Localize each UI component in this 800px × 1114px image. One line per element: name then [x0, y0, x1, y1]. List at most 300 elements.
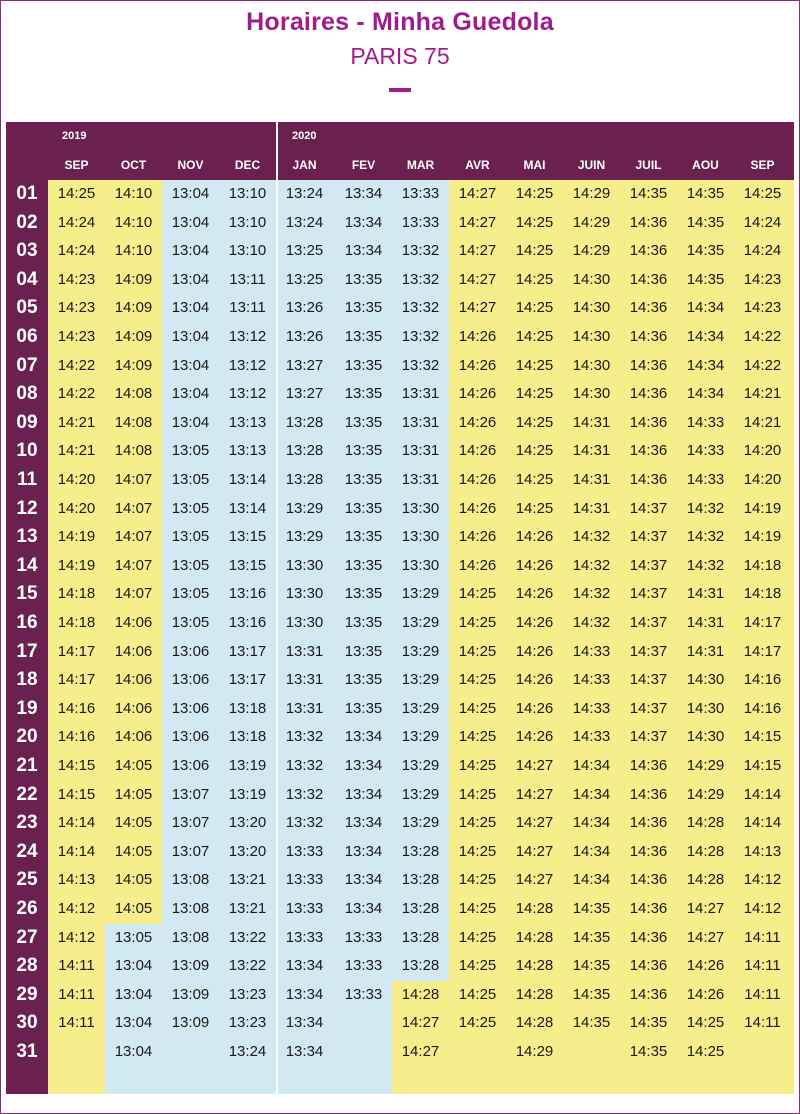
time-cell: 14:27	[515, 785, 554, 803]
time-cell: 14:07	[114, 556, 153, 574]
time-cell: 14:26	[458, 413, 497, 431]
day-label: 11	[16, 469, 38, 490]
time-cell: 13:31	[401, 471, 440, 488]
day-label: 02	[16, 211, 38, 233]
time-cell: 13:35	[344, 385, 383, 403]
time-cell: 14:12	[57, 900, 96, 917]
time-cell: 13:35	[344, 356, 383, 374]
time-cell: 13:05	[171, 585, 210, 603]
time-cell: 14:36	[629, 328, 668, 345]
time-cell: 14:06	[114, 642, 153, 660]
time-cell: 14:31	[686, 614, 725, 631]
day-label: 08	[16, 383, 38, 405]
time-cell: 14:19	[57, 556, 96, 574]
time-cell: 13:34	[344, 757, 383, 774]
time-cell: 14:36	[629, 985, 668, 1003]
day-label: 16	[16, 612, 38, 633]
time-cell: 14:17	[57, 642, 96, 660]
time-cell: 14:37	[629, 528, 668, 546]
time-cell: 14:32	[572, 528, 611, 546]
time-cell: 13:28	[401, 957, 440, 975]
time-cell: 13:04	[114, 1043, 153, 1060]
time-cell: 14:11	[58, 985, 95, 1003]
day-label: 20	[16, 726, 38, 748]
time-cell: 13:04	[114, 985, 153, 1003]
time-cell: 13:12	[228, 328, 267, 345]
time-cell: 13:13	[228, 413, 267, 431]
time-cell: 13:24	[285, 213, 324, 231]
time-cell: 14:27	[515, 814, 554, 832]
time-cell: 14:17	[57, 671, 96, 689]
time-cell: 14:05	[114, 900, 153, 917]
month-header: MAI	[523, 158, 546, 172]
time-cell: 14:26	[515, 585, 554, 603]
time-cell: 14:37	[629, 614, 668, 631]
time-cell: 13:18	[228, 728, 267, 746]
time-cell: 14:07	[114, 528, 153, 546]
time-cell: 14:15	[743, 757, 782, 774]
time-cell: 13:34	[344, 728, 383, 746]
time-cell: 14:24	[57, 242, 96, 260]
time-cell: 13:34	[344, 185, 383, 202]
time-cell: 14:16	[57, 728, 96, 746]
month-header: JUIL	[635, 158, 662, 172]
time-cell: 14:28	[515, 1014, 554, 1032]
time-cell: 13:31	[401, 442, 440, 460]
time-cell: 14:29	[686, 785, 725, 803]
time-cell: 14:26	[515, 699, 554, 717]
time-cell: 14:36	[629, 757, 668, 774]
time-cell: 14:08	[114, 442, 153, 460]
time-cell: 14:26	[458, 499, 497, 517]
time-cell: 14:36	[629, 385, 668, 403]
time-cell: 13:20	[228, 814, 267, 832]
time-cell: 14:25	[686, 1014, 725, 1032]
time-cell: 14:33	[686, 413, 725, 431]
day-label: 07	[16, 354, 38, 376]
time-cell: 14:23	[743, 270, 782, 288]
time-cell: 13:11	[229, 270, 266, 288]
time-cell: 14:29	[686, 757, 725, 774]
day-label: 05	[16, 297, 38, 319]
time-cell: 14:27	[515, 757, 554, 774]
time-cell: 13:07	[171, 785, 210, 803]
time-cell: 13:21	[228, 900, 267, 917]
time-cell: 14:28	[686, 842, 725, 860]
time-cell: 14:24	[743, 242, 782, 260]
day-label: 24	[16, 840, 38, 862]
time-cell: 13:29	[401, 642, 440, 660]
time-cell: 13:06	[171, 757, 210, 774]
time-cell: 13:32	[285, 785, 324, 803]
time-cell: 14:26	[458, 442, 497, 460]
time-cell: 14:34	[686, 385, 725, 403]
month-header: AVR	[465, 158, 490, 172]
time-cell: 13:29	[285, 499, 324, 517]
time-cell: 14:25	[458, 671, 497, 689]
time-cell: 13:34	[344, 242, 383, 260]
time-cell: 14:10	[114, 185, 153, 202]
time-cell: 13:10	[228, 242, 267, 260]
time-cell: 13:32	[285, 728, 324, 746]
time-cell: 14:15	[57, 757, 96, 774]
time-cell: 14:25	[515, 385, 554, 403]
time-cell: 14:32	[572, 614, 611, 631]
time-cell: 14:16	[743, 699, 782, 717]
time-cell: 14:21	[743, 413, 782, 431]
time-cell: 14:28	[686, 814, 725, 832]
time-cell: 14:36	[629, 242, 668, 260]
time-cell: 13:33	[401, 213, 440, 231]
day-label: 22	[16, 783, 38, 805]
time-cell: 14:36	[629, 299, 668, 317]
time-cell: 14:31	[572, 413, 611, 431]
time-cell: 14:25	[57, 185, 96, 202]
time-cell: 13:12	[228, 385, 267, 403]
time-cell: 14:25	[458, 814, 497, 832]
time-cell: 14:06	[114, 728, 153, 746]
time-cell: 14:25	[515, 471, 554, 488]
time-cell: 14:33	[572, 671, 611, 689]
time-cell: 13:29	[401, 757, 440, 774]
time-cell: 13:09	[171, 957, 210, 975]
time-cell: 14:28	[401, 985, 440, 1003]
time-cell: 14:22	[743, 356, 782, 374]
time-cell: 14:28	[515, 928, 554, 946]
time-cell: 14:05	[114, 785, 153, 803]
time-cell: 14:36	[629, 471, 668, 488]
time-cell: 14:36	[629, 413, 668, 431]
day-label: 29	[16, 983, 38, 1005]
time-cell: 13:05	[114, 928, 153, 946]
day-label: 18	[16, 669, 38, 691]
time-cell: 14:17	[743, 614, 782, 631]
day-label: 14	[16, 554, 38, 576]
time-cell: 13:31	[401, 413, 440, 431]
time-cell: 14:35	[572, 985, 611, 1003]
time-cell: 13:23	[228, 985, 267, 1003]
time-cell: 14:35	[629, 1014, 668, 1032]
time-cell: 14:09	[114, 270, 153, 288]
time-cell: 14:26	[515, 556, 554, 574]
month-header: JUIN	[577, 158, 606, 172]
time-cell: 14:36	[629, 928, 668, 946]
time-cell: 13:10	[228, 213, 267, 231]
time-cell: 14:15	[57, 785, 96, 803]
month-header: FEV	[351, 158, 376, 172]
time-cell: 13:04	[114, 957, 153, 975]
time-cell: 13:05	[171, 556, 210, 574]
time-cell: 13:29	[401, 814, 440, 832]
time-cell: 14:34	[572, 785, 611, 803]
time-cell: 14:07	[114, 471, 153, 488]
time-cell: 14:23	[57, 328, 96, 345]
time-cell: 13:25	[285, 242, 324, 260]
time-cell: 13:23	[228, 1014, 267, 1032]
time-cell: 14:13	[57, 871, 96, 889]
time-cell: 14:36	[629, 442, 668, 460]
time-cell: 13:11	[229, 299, 266, 317]
time-cell: 14:05	[114, 842, 153, 860]
time-cell: 13:28	[401, 928, 440, 946]
time-cell: 13:32	[401, 242, 440, 260]
time-cell: 13:35	[344, 699, 383, 717]
time-cell: 13:28	[285, 471, 324, 488]
time-cell: 14:36	[629, 900, 668, 917]
time-cell: 13:04	[171, 356, 210, 374]
time-cell: 14:11	[744, 985, 781, 1003]
time-cell: 14:25	[515, 442, 554, 460]
time-cell: 13:13	[228, 442, 267, 460]
time-cell: 14:25	[458, 871, 497, 889]
time-cell: 14:09	[114, 299, 153, 317]
time-cell: 14:25	[686, 1043, 725, 1060]
time-cell: 13:05	[171, 471, 210, 488]
time-cell: 14:08	[114, 413, 153, 431]
time-cell: 13:10	[228, 185, 267, 202]
time-cell: 14:37	[629, 585, 668, 603]
time-cell: 13:06	[171, 671, 210, 689]
time-cell: 14:27	[686, 928, 725, 946]
time-cell: 14:32	[686, 556, 725, 574]
time-cell: 14:28	[515, 985, 554, 1003]
time-cell: 14:30	[572, 385, 611, 403]
time-cell: 13:05	[171, 528, 210, 546]
time-cell: 14:12	[57, 928, 96, 946]
time-cell: 13:33	[285, 900, 324, 917]
time-cell: 14:09	[114, 356, 153, 374]
time-cell: 13:32	[401, 356, 440, 374]
time-cell: 14:30	[572, 328, 611, 345]
time-cell: 14:18	[743, 585, 782, 603]
time-cell: 13:33	[344, 928, 383, 946]
time-cell: 14:26	[458, 528, 497, 546]
time-cell: 14:35	[686, 213, 725, 231]
day-label: 01	[16, 183, 38, 204]
time-cell: 13:29	[401, 728, 440, 746]
time-cell: 13:04	[171, 299, 210, 317]
time-cell: 14:22	[57, 356, 96, 374]
time-cell: 13:29	[401, 614, 440, 631]
time-cell: 13:35	[344, 499, 383, 517]
time-cell: 14:26	[686, 957, 725, 975]
time-cell: 14:26	[515, 728, 554, 746]
time-cell: 14:27	[686, 900, 725, 917]
time-cell: 14:26	[515, 528, 554, 546]
time-cell: 14:26	[515, 614, 554, 631]
time-cell: 14:21	[57, 413, 96, 431]
time-cell: 14:19	[57, 528, 96, 546]
time-cell: 14:11	[58, 1014, 95, 1032]
time-cell: 14:26	[458, 471, 497, 488]
time-cell: 13:34	[344, 842, 383, 860]
time-cell: 13:28	[285, 413, 324, 431]
time-cell: 13:15	[228, 528, 267, 546]
time-cell: 14:26	[686, 985, 725, 1003]
time-cell: 14:31	[686, 585, 725, 603]
time-cell: 14:26	[515, 671, 554, 689]
time-cell: 13:06	[171, 642, 210, 660]
time-cell: 13:19	[228, 785, 267, 803]
time-cell: 14:12	[743, 871, 782, 889]
time-cell: 13:35	[344, 270, 383, 288]
time-cell: 13:12	[228, 356, 267, 374]
time-cell: 14:33	[686, 471, 725, 488]
time-cell: 13:35	[344, 614, 383, 631]
time-cell: 14:25	[515, 299, 554, 317]
time-cell: 14:35	[572, 928, 611, 946]
time-cell: 14:20	[743, 442, 782, 460]
time-cell: 13:28	[401, 900, 440, 917]
time-cell: 14:26	[458, 328, 497, 345]
time-cell: 14:27	[458, 213, 497, 231]
time-cell: 13:25	[285, 270, 324, 288]
time-cell: 13:26	[285, 328, 324, 345]
time-cell: 14:25	[458, 900, 497, 917]
time-cell: 14:28	[686, 871, 725, 889]
time-cell: 14:21	[743, 385, 782, 403]
time-cell: 14:13	[743, 842, 782, 860]
time-cell: 14:35	[629, 1043, 668, 1060]
time-cell: 13:17	[228, 642, 267, 660]
time-cell: 13:35	[344, 413, 383, 431]
time-cell: 14:36	[629, 842, 668, 860]
time-cell: 14:06	[114, 699, 153, 717]
time-cell: 13:24	[228, 1043, 267, 1060]
time-cell: 13:19	[228, 757, 267, 774]
time-cell: 14:29	[572, 213, 611, 231]
day-label: 21	[16, 755, 38, 776]
time-cell: 13:34	[344, 213, 383, 231]
day-label: 27	[16, 926, 38, 948]
time-cell: 13:08	[171, 871, 210, 889]
time-cell: 13:32	[401, 299, 440, 317]
time-cell: 14:33	[572, 699, 611, 717]
time-cell: 14:34	[572, 871, 611, 889]
time-cell: 14:37	[629, 699, 668, 717]
time-cell: 13:29	[401, 671, 440, 689]
time-cell: 13:30	[401, 528, 440, 546]
time-cell: 14:14	[743, 785, 782, 803]
time-cell: 13:35	[344, 585, 383, 603]
time-cell: 13:06	[171, 728, 210, 746]
time-cell: 14:25	[458, 728, 497, 746]
time-cell: 14:23	[743, 299, 782, 317]
time-cell: 14:25	[515, 328, 554, 345]
day-label: 12	[16, 497, 38, 519]
time-cell: 13:30	[285, 585, 324, 603]
month-header: SEP	[750, 158, 775, 172]
day-label: 26	[16, 898, 38, 919]
time-cell: 14:36	[629, 785, 668, 803]
time-cell: 14:29	[572, 185, 611, 202]
time-cell: 13:35	[344, 299, 383, 317]
time-cell: 13:16	[228, 585, 267, 603]
time-cell: 14:16	[743, 671, 782, 689]
time-cell: 13:35	[344, 471, 383, 488]
time-cell: 14:10	[114, 213, 153, 231]
time-cell: 13:35	[344, 328, 383, 345]
time-cell: 14:35	[572, 900, 611, 917]
time-cell: 14:25	[743, 185, 782, 202]
day-label: 23	[16, 812, 38, 834]
time-cell: 14:25	[515, 185, 554, 202]
time-cell: 14:29	[572, 242, 611, 260]
day-label: 19	[16, 697, 38, 719]
time-cell: 14:05	[114, 871, 153, 889]
year-label-2020: 2020	[292, 130, 317, 142]
time-cell: 14:20	[57, 471, 96, 488]
month-header: MAR	[406, 158, 435, 172]
time-cell: 14:33	[572, 728, 611, 746]
time-cell: 13:14	[228, 499, 267, 517]
time-cell: 13:04	[171, 385, 210, 403]
time-cell: 14:05	[114, 757, 153, 774]
time-cell: 14:30	[572, 299, 611, 317]
time-cell: 13:30	[401, 499, 440, 517]
time-cell: 13:30	[285, 614, 324, 631]
time-cell: 14:34	[686, 328, 725, 345]
time-cell: 14:36	[629, 814, 668, 832]
time-cell: 13:34	[344, 785, 383, 803]
time-cell: 13:33	[285, 842, 324, 860]
time-cell: 13:22	[228, 928, 267, 946]
time-cell: 13:35	[344, 671, 383, 689]
time-cell: 13:29	[401, 785, 440, 803]
time-cell: 14:36	[629, 957, 668, 975]
time-cell: 13:04	[171, 185, 210, 202]
time-cell: 14:22	[57, 385, 96, 403]
time-cell: 13:34	[285, 985, 324, 1003]
time-cell: 14:25	[458, 585, 497, 603]
time-cell: 14:30	[572, 356, 611, 374]
day-label: 31	[16, 1041, 38, 1062]
time-cell: 14:07	[114, 499, 153, 517]
time-cell: 14:25	[458, 614, 497, 631]
time-cell: 14:17	[743, 642, 782, 660]
time-cell: 14:31	[572, 442, 611, 460]
day-label: 09	[16, 411, 38, 433]
time-cell: 14:33	[686, 442, 725, 460]
time-cell: 14:24	[57, 213, 96, 231]
time-cell: 13:35	[344, 556, 383, 574]
time-cell: 14:25	[515, 213, 554, 231]
day-label: 03	[16, 240, 38, 262]
time-cell: 14:32	[686, 528, 725, 546]
time-cell: 14:26	[458, 356, 497, 374]
time-cell: 14:23	[57, 270, 96, 288]
day-label: 30	[16, 1012, 38, 1034]
time-cell: 14:27	[401, 1043, 440, 1060]
day-label: 17	[16, 640, 38, 662]
time-cell: 14:29	[515, 1043, 554, 1060]
time-cell: 13:26	[285, 299, 324, 317]
time-cell: 13:07	[171, 842, 210, 860]
time-cell: 13:34	[285, 1014, 324, 1032]
time-cell: 14:19	[743, 499, 782, 517]
time-cell: 14:25	[515, 356, 554, 374]
time-cell: 14:30	[686, 699, 725, 717]
time-cell: 13:28	[401, 842, 440, 860]
time-cell: 13:05	[171, 442, 210, 460]
time-cell: 14:21	[57, 442, 96, 460]
time-cell: 14:12	[743, 900, 782, 917]
time-cell: 13:22	[228, 957, 267, 975]
time-cell: 14:28	[515, 900, 554, 917]
time-cell: 14:36	[629, 871, 668, 889]
time-cell: 14:34	[572, 814, 611, 832]
day-label: 25	[16, 869, 38, 891]
